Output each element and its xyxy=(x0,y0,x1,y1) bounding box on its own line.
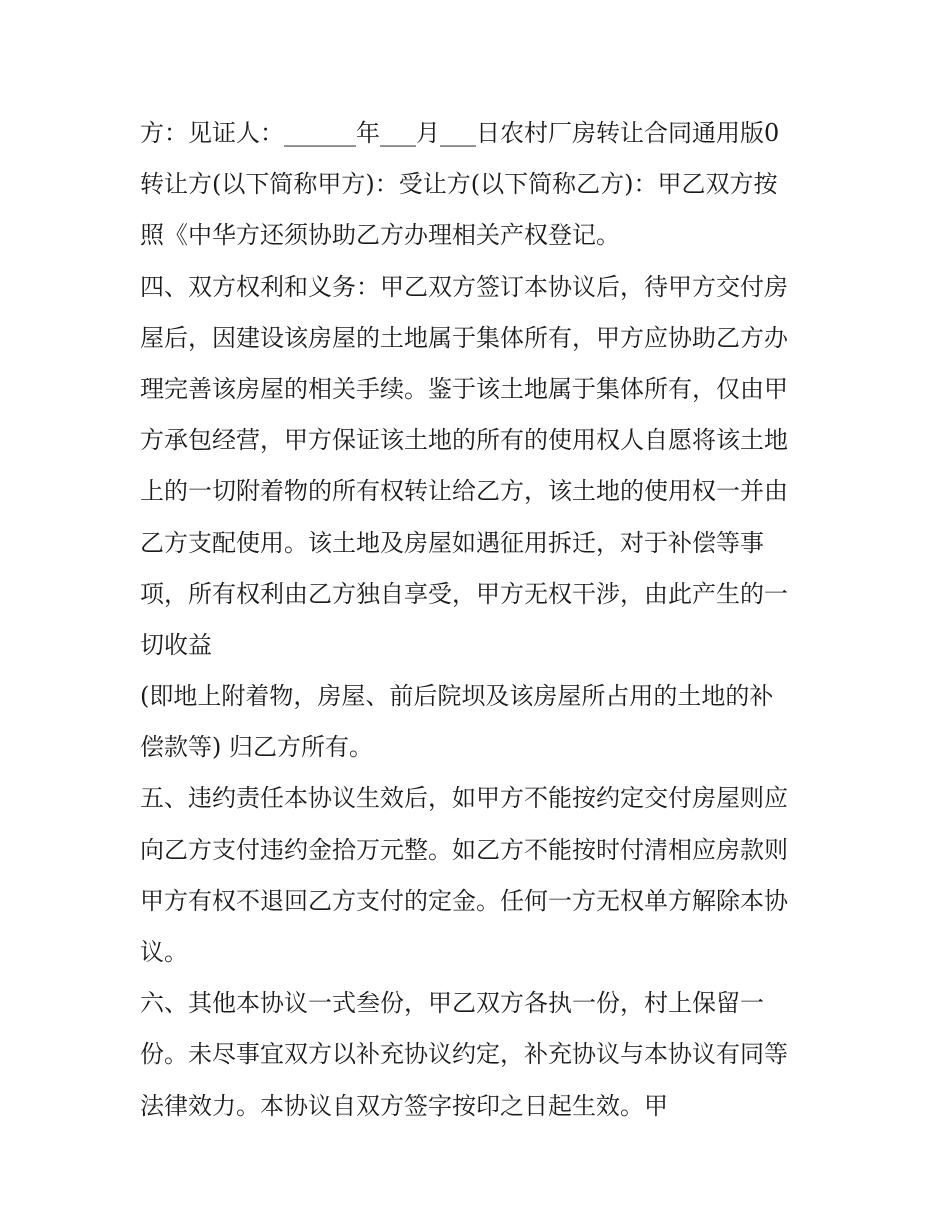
text-line: 项，所有权利由乙方独自享受，甲方无权干涉，由此产生的一 xyxy=(140,579,788,608)
text-line: 方承包经营，甲方保证该土地的所有的使用权人自愿将该土地 xyxy=(140,426,788,455)
text-line: (即地上附着物，房屋、前后院坝及该房屋所占用的土地的补 xyxy=(140,682,774,711)
text-line: 五、违约责任本协议生效后，如甲方不能按约定交付房屋则应 xyxy=(140,784,788,813)
text-line: 理完善该房屋的相关手续。鉴于该土地属于集体所有，仅由甲 xyxy=(140,374,788,403)
text-line: 法律效力。本协议自双方签字按印之日起生效。甲 xyxy=(140,1091,668,1120)
text-line: 偿款等) 归乙方所有。 xyxy=(140,733,373,762)
text-line: 方：见证人：______年___月___日农村厂房转让合同通用版0 xyxy=(140,119,780,147)
text-line: 六、其他本协议一式叁份，甲乙双方各执一份，村上保留一 xyxy=(140,989,764,1018)
document-body xyxy=(140,108,830,1132)
text-line: 乙方支配使用。该土地及房屋如遇征用拆迁，对于补偿等事 xyxy=(140,528,764,557)
text-line: 切收益 xyxy=(140,630,212,659)
text-line: 四、双方权利和义务：甲乙双方签订本协议后，待甲方交付房 xyxy=(140,272,788,301)
text-line: 转让方(以下简称甲方)：受让方(以下简称乙方)：甲乙双方按 xyxy=(140,170,778,199)
text-line: 照《中华方还须协助乙方办理相关产权登记。 xyxy=(140,221,620,250)
text-line: 甲方有权不退回乙方支付的定金。任何一方无权单方解除本协 xyxy=(140,886,788,915)
text-line: 份。未尽事宜双方以补充协议约定，补充协议与本协议有同等 xyxy=(140,1040,788,1069)
text-line: 屋后，因建设该房屋的土地属于集体所有，甲方应协助乙方办 xyxy=(140,323,788,352)
text-line: 向乙方支付违约金拾万元整。如乙方不能按时付清相应房款则 xyxy=(140,835,788,864)
text-line: 议。 xyxy=(140,938,188,966)
text-line: 上的一切附着物的所有权转让给乙方，该土地的使用权一并由 xyxy=(140,477,788,506)
